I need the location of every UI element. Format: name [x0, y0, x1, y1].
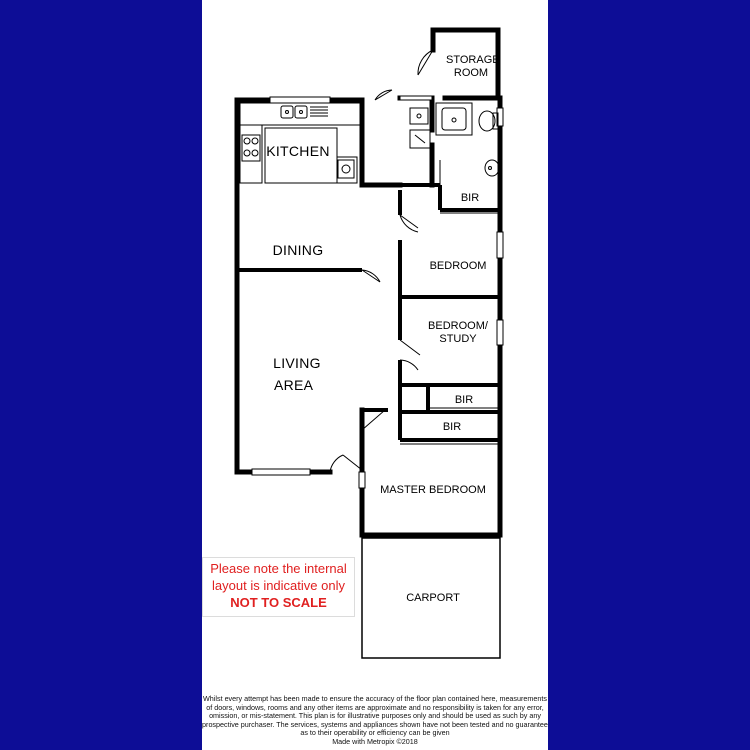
storage-line-1: STORAGE ROOM: [446, 54, 500, 79]
disclaimer: [202, 695, 548, 747]
room-label-dining: DINING: [272, 242, 324, 258]
notice-line-2: layout is indicative only: [212, 578, 345, 593]
room-label-bedroom-study: [420, 320, 496, 345]
toilet-icon: [479, 111, 498, 131]
room-label-living-area: [262, 352, 332, 396]
bedroom-study-line-2: STUDY: [439, 332, 477, 345]
sink-icon: [281, 106, 328, 118]
laundry-tub-icon: [410, 108, 430, 148]
room-label-bir-2: BIR: [454, 394, 474, 406]
living-line-1: LIVING: [273, 355, 321, 371]
room-label-master-bedroom: MASTER BEDROOM: [380, 484, 486, 496]
living-line-2: AREA: [274, 377, 314, 393]
bedroom-study-line-1: BEDROOM/: [428, 320, 488, 332]
stove-icon: [242, 135, 260, 161]
room-label-bedroom: BEDROOM: [429, 260, 487, 272]
scale-notice: [202, 557, 355, 617]
room-label-storage: [440, 54, 502, 79]
room-label-bir-1: BIR: [460, 192, 480, 204]
disclaimer-credit: Made with Metropix ©2018: [332, 736, 418, 746]
notice-line-3: NOT TO SCALE: [230, 595, 327, 610]
notice-line-1: Please note the internal: [210, 561, 347, 576]
room-label-carport: CARPORT: [406, 592, 460, 604]
room-label-bir-3: BIR: [442, 421, 462, 433]
washing-machine-icon: [338, 160, 354, 178]
shower-icon: [436, 103, 472, 135]
room-label-kitchen: KITCHEN: [266, 143, 330, 159]
exterior-walls: [237, 30, 500, 535]
basin-icon: [485, 160, 499, 176]
disclaimer-text: Whilst every attempt has been made to ensure the accuracy of the floor plan contained here, measurements of doors, windows, rooms and any other items are approximate and no responsibility is taken for any error, omission, or mis-statement. This plan is for illustrative purposes only and should be used as such by any prospective purchaser. The services, systems and appliances shown have not been tested and no guarantee as to their operability or efficiency can be given: [202, 694, 548, 738]
